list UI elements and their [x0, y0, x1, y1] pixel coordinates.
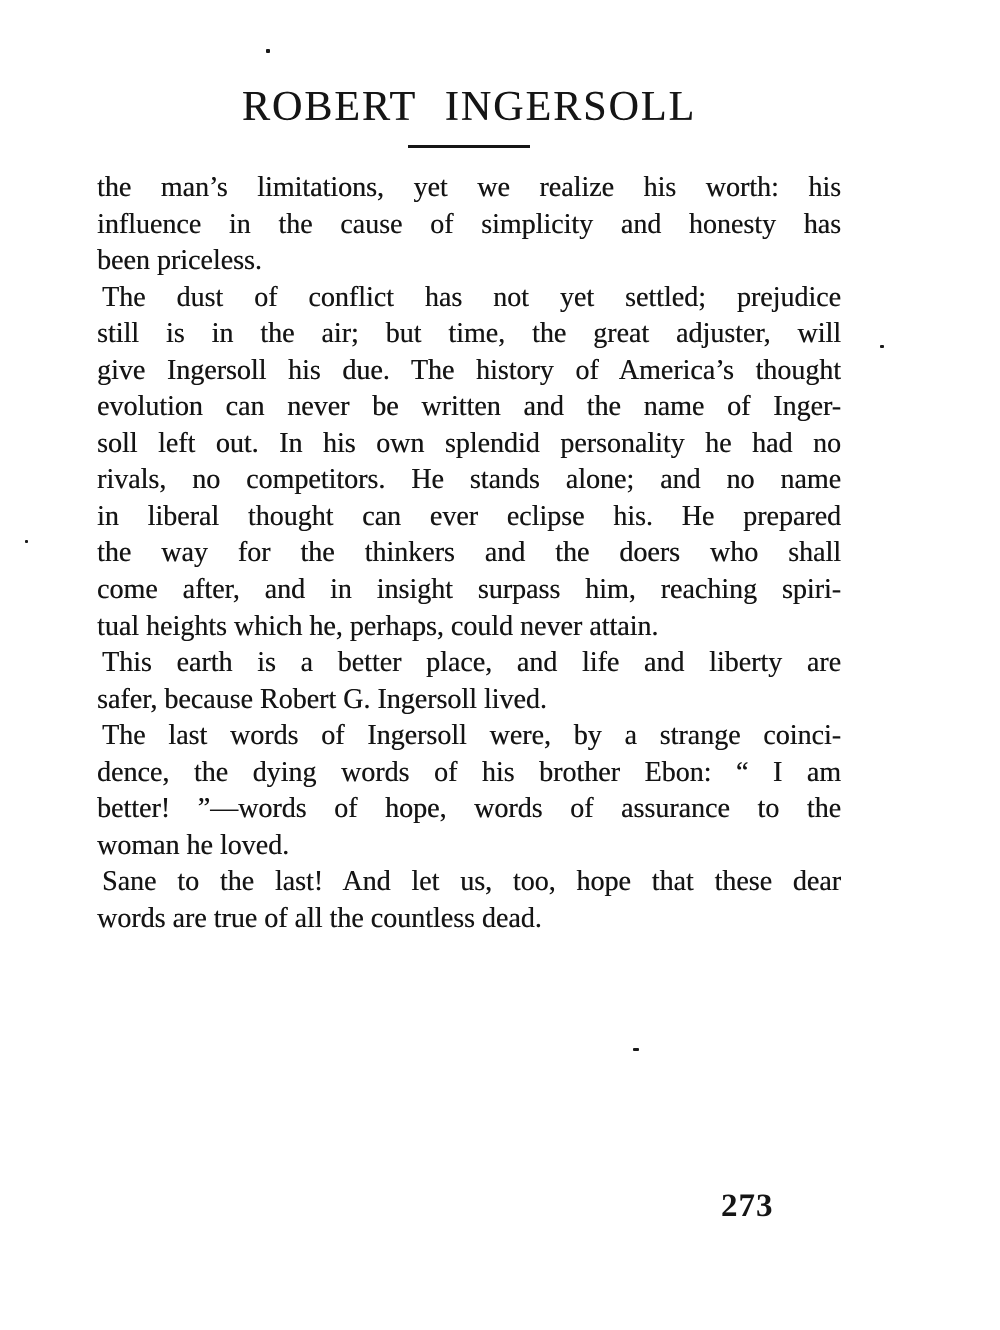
scan-speck	[266, 49, 270, 53]
text-line: rivals, no competitors. He stands alone; and no name	[97, 464, 841, 496]
text-line: influence in the cause of simplicity and honesty has	[97, 208, 841, 240]
text-line: come after, and in insight surpass him, reaching spiri-	[97, 574, 841, 606]
text-line: still is in the air; but time, the great adjuster, will	[97, 318, 841, 350]
text-line: dence, the dying words of his brother Ebon: “ I am	[97, 756, 841, 788]
text-line: the way for the thinkers and the doers who shall	[97, 537, 841, 569]
text-line: evolution can never be written and the name of Inger-	[97, 391, 841, 423]
text-line: in liberal thought can ever eclipse his. He prepared	[97, 500, 841, 532]
page-header	[97, 86, 841, 148]
text-line: This earth is a better place, and life and liberty are	[102, 647, 841, 679]
page-number: 273	[721, 1188, 774, 1224]
text-line: soll left out. In his own splendid personality he had no	[97, 427, 841, 459]
text-line: woman he loved.	[97, 829, 290, 861]
scan-speck	[25, 540, 28, 543]
text-line: the man’s limitations, yet we realize his worth: his	[97, 172, 841, 203]
page-title: ROBERT INGERSOLL	[241, 84, 697, 130]
body-text	[97, 170, 841, 937]
text-line: The last words of Ingersoll were, by a strange coinci-	[102, 720, 841, 752]
title-divider	[408, 145, 530, 148]
text-line: words are true of all the countless dead.	[97, 902, 542, 934]
text-line: The dust of conflict has not yet settled; prejudice	[102, 281, 841, 313]
scan-speck	[633, 1048, 639, 1051]
text-line: been priceless.	[97, 245, 262, 277]
text-line: tual heights which he, perhaps, could never attain.	[97, 610, 659, 642]
text-line: give Ingersoll his due. The history of America’s thought	[97, 354, 841, 386]
scan-speck	[880, 345, 884, 348]
text-line: better! ”—words of hope, words of assurance to the	[97, 793, 841, 825]
text-line: Sane to the last! And let us, too, hope that these dear	[102, 866, 841, 898]
text-line: safer, because Robert G. Ingersoll lived.	[97, 683, 547, 715]
